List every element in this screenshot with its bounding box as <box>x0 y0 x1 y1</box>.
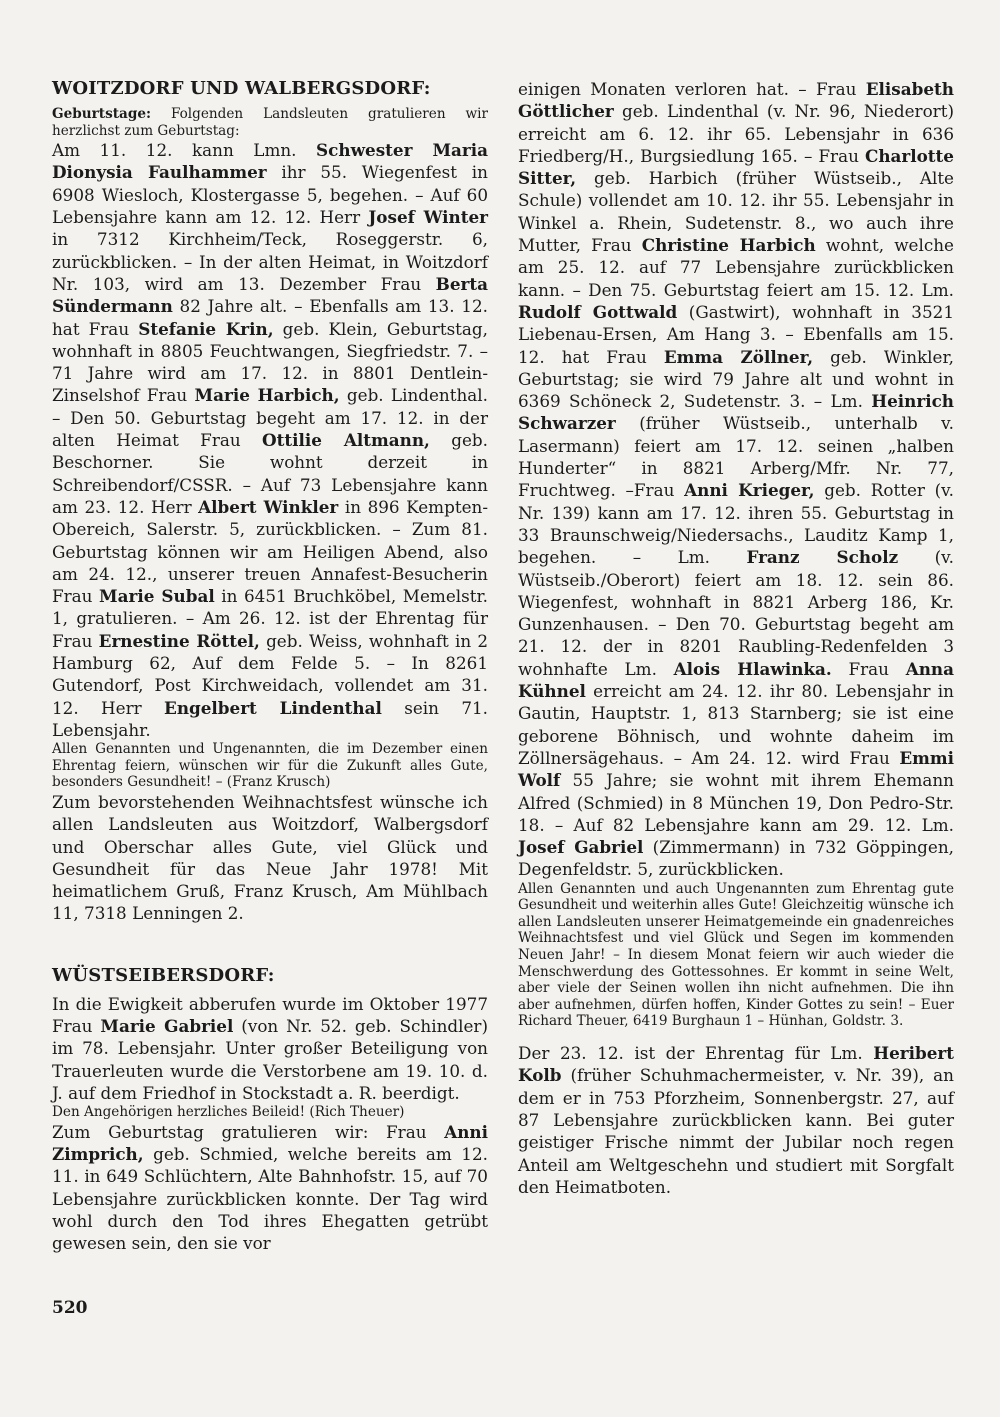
right-column <box>518 78 954 1198</box>
closing-wishes-theuer <box>518 881 954 1030</box>
bold-name: Ottilie Altmann, <box>262 430 430 451</box>
birthday-intro <box>52 106 488 139</box>
honor-day-kolb <box>518 1042 954 1198</box>
text-run: geb. Harbich (früher Wüstseib., Alte Schule) vollendet am 10. 12. ihr 55. Lebensjahr in Winkel a. Rhein, Sudetenstr. 8., wo auch ihre Mutter, Frau <box>518 168 954 256</box>
bold-name: Heinrich Schwarzer <box>518 391 954 434</box>
section-heading-wuestseibersdorf: WÜSTSEIBERSDORF: <box>52 964 275 986</box>
bold-name: Marie Harbich, <box>194 385 340 406</box>
text-run: (Zimmermann) in 732 Göppingen, Degenfeldstr. 5, zurückblicken. <box>518 837 954 880</box>
bold-name: Stefanie Krin, <box>138 318 274 339</box>
text-run: Den Angehörigen herzliches Beileid! (Rich Theuer) <box>52 1104 405 1121</box>
text-run: Folgenden Landsleuten gratulieren wir herzlichst zum Geburtstag: <box>52 106 488 139</box>
text-run: ihr 55. Wiegenfest in 6908 Wiesloch, Klostergasse 5, begehen. – Auf 60 Lebensjahre kann am 12. 12. Herr <box>52 162 488 228</box>
page-number: 520 <box>52 1298 88 1318</box>
bold-name: Charlotte Sitter, <box>518 145 954 189</box>
bold-name: Ernestine Röttel, <box>98 630 260 651</box>
text-run: in 7312 Kirchheim/Teck, Roseggerstr. 6, zurückblicken. – In der alten Heimat, in Woitzdorf Nr. 103, wird am 13. Dezember Frau <box>52 229 488 294</box>
left-column <box>52 78 488 1255</box>
bold-name: Anna Kühnel <box>518 658 954 702</box>
text-run: 55 Jahre; sie wohnt mit ihrem Ehemann Alfred (Schmied) in 8 München 19, Don Pedro-Str. 18. – Auf 82 Lebensjahre kann am 29. 12. Lm. <box>518 770 954 835</box>
bold-name: Josef Winter <box>368 207 488 228</box>
christmas-greeting-krusch <box>52 791 488 925</box>
bold-name: Alois Hlawinka. <box>673 658 832 679</box>
text-run: geb. Schmied, welche bereits am 12. 11. in 649 Schlüchtern, Alte Bahnhofstr. 15, auf 70 Lebensjahre zurückblicken konnte. Der Tag wird wohl durch den Tod ihres Ehegatten getrübt gewesen sein, den sie vor <box>52 1144 488 1254</box>
condolence-line <box>52 1104 488 1121</box>
text-run: geb. Weiss, wohnhaft in 2 Hamburg 62, Auf dem Felde 5. – In 8261 Gutendorf, Post Kirchweidach, vollendet am 31. 12. Herr <box>52 630 489 718</box>
bold-name: Engelbert Lindenthal <box>164 697 382 718</box>
text-run: (von Nr. 52. geb. Schindler) im 78. Lebensjahr. Unter großer Beteiligung von Trauerleuten wurde die Verstorbene am 19. 10. d. J. auf dem Friedhof in Stockstadt a. R. beerdigt. <box>52 1016 488 1103</box>
obituary-paragraph <box>52 993 488 1104</box>
text-run: Der 23. 12. ist der Ehrentag für Lm. <box>518 1043 874 1064</box>
bold-name: Emma Zöllner, <box>663 346 814 367</box>
text-run: in 896 Kempten-Obereich, Salerstr. 5, zurückblicken. – Zum 81. Geburtstag können wir am Heiligen Abend, also am 24. 12., unserer treuen Annafest-Besucherin Frau <box>52 496 488 607</box>
text-run: Allen Genannten und auch Ungenannten zum Ehrentag gute Gesundheit und weiterhin alles Gute! Gleichzeitig wünsche ich allen Landsleuten unserer Heimatgemeinde ein gnadenreiches Weihnachtsfest und viel Glück und Segen im kommenden Neuen Jahr! – In diesem Monat feiern wir auch wieder die Menschwerdung des Gottessohnes. Er kommt in seine Welt, aber viele der Seinen wollen ihn nicht aufnehmen. Die ihn aber aufnehmen, dürfen hoffen, Kinder Gottes zu sein! – Euer Richard Theuer, 6419 Burghaun 1 – Hünhan, Goldstr. 3. <box>518 880 954 1030</box>
text-run: geb. Rotter (v. Nr. 139) kann am 17. 12. ihren 55. Geburtstag in 33 Braunschweig/Niedersachs., Lauditz Kamp 1, begehen. – Lm. <box>518 480 954 568</box>
bold-name: Emmi Wolf <box>518 747 954 791</box>
text-run: (v. Wüstseib./Oberort) feiert am 18. 12. sein 86. Wiegenfest, wohnhaft in 8821 Arberg 186, Kr. Gunzenhausen. – Den 70. Geburtstag begeht am 21. 12. der in 8201 Raubling-Redenfelden 3 wohnhafte Lm. <box>518 547 954 679</box>
text-run: geb. Winkler, Geburtstag; sie wird 79 Jahre alt und wohnt in 6369 Schöneck 2, Sudetenstr. 3. – Lm. <box>518 346 954 412</box>
section-heading-woitzdorf: WOITZDORF UND WALBERGSDORF: <box>52 78 431 99</box>
text-run: (früher Wüstseib., unterhalb v. Lasermann) feiert am 17. 12. seinen „halben Hunderter“ in 8821 Arberg/Mfr. Nr. 77, Fruchtweg. –Frau <box>518 413 954 501</box>
bold-name: Albert Winkler <box>198 496 339 517</box>
closing-wishes-krusch <box>52 741 488 791</box>
bold-name: Berta Sündermann <box>52 273 488 317</box>
text-run: geb. Klein, Geburtstag, wohnhaft in 8805 Feuchtwangen, Siegfriedstr. 7. – 71 Jahre wird am 17. 12. in 8801 Dentlein-Zinselshof Frau <box>52 318 489 406</box>
bold-name: Franz Scholz <box>746 547 899 568</box>
birthday-list-woitzdorf <box>52 139 488 741</box>
text-run: in 6451 Bruchköbel, Memelstr. 1, gratulieren. – Am 26. 12. ist der Ehrentag für Frau <box>52 586 488 651</box>
text-run: 82 Jahre alt. – Ebenfalls am 13. 12. hat Frau <box>52 296 488 339</box>
text-run: sein 71. Lebensjahr. <box>52 697 489 740</box>
text-run: In die Ewigkeit abberufen wurde im Oktober 1977 Frau <box>52 993 488 1037</box>
text-run: erreicht am 24. 12. ihr 80. Lebensjahr in Gautin, Hauptstr. 1, 813 Starnberg; sie ist eine geborene Böhnisch, und wohnte daheim im Zöllnersägehaus. – Am 24. 12. wird Frau <box>518 681 954 768</box>
text-run: geb. Lindenthal (v. Nr. 96, Niederort) erreicht am 6. 12. ihr 65. Lebensjahr in 636 Friedberg/H., Burgsiedlung 165. – Frau <box>518 101 954 166</box>
text-run: Zum bevorstehenden Weihnachtsfest wünsche ich allen Landsleuten aus Woitzdorf, Walbergsdorf und Oberschar alles Gute, viel Glück und Gesundheit für das Neue Jahr 1978! Mit heimatlichem Gruß, Franz Krusch, Am Mühlbach 11, 7318 Lenningen 2. <box>52 791 488 924</box>
bold-name: Marie Subal <box>99 586 215 607</box>
bold-name: Geburtstage: <box>52 106 151 122</box>
text-run: (früher Schuhmachermeister, v. Nr. 39), an dem er in 753 Pforzheim, Sonnenbergstr. 27, auf 87 Lebensjahre zurückblicken kann. Bei guter geistiger Frische nimmt der Jubilar noch regen Anteil am Weltgeschehn und studiert mit Sorgfalt den Heimatboten. <box>518 1065 954 1197</box>
text-run: (Gastwirt), wohnhaft in 3521 Liebenau-Ersen, Am Hang 3. – Ebenfalls am 15. 12. hat Frau <box>518 301 954 367</box>
bold-name: Elisabeth Göttlicher <box>518 79 954 122</box>
bold-name: Anni Zimprich, <box>52 1121 488 1165</box>
text-run: wohnt, welche am 25. 12. auf 77 Lebensjahre zurückblicken kann. – Den 75. Geburtstag feiert am 15. 12. Lm. <box>518 235 954 300</box>
bold-name: Josef Gabriel <box>518 837 644 858</box>
bold-name: Heribert Kolb <box>518 1043 954 1086</box>
text-run: Am 11. 12. kann Lmn. <box>52 140 317 161</box>
text-run: einigen Monaten verloren hat. – Frau <box>518 79 866 99</box>
text-run: Frau <box>831 658 906 679</box>
bold-name: Anni Krieger, <box>684 480 815 501</box>
birthday-list-wuestseibersdorf <box>52 1121 488 1255</box>
text-run: geb. Beschorner. Sie wohnt derzeit in Schreibendorf/CSSR. – Auf 73 Lebensjahre kann am 23. 12. Herr <box>52 430 488 517</box>
text-run: Allen Genannten und Ungenannten, die im Dezember einen Ehrentag feiern, wünschen wir für die Zukunft alles Gute, besonders Gesundheit! – (Franz Krusch) <box>52 741 488 791</box>
bold-name: Christine Harbich <box>641 235 816 256</box>
text-run: geb. Lindenthal. – Den 50. Geburtstag begeht am 17. 12. in der alten Heimat Frau <box>52 385 488 451</box>
bold-name: Rudolf Gottwald <box>518 301 678 322</box>
birthday-list-continued <box>518 78 954 881</box>
text-run: Zum Geburtstag gratulieren wir: Frau <box>52 1121 445 1142</box>
bold-name: Schwester Maria Dionysia Faulhammer <box>52 140 488 183</box>
bold-name: Marie Gabriel <box>100 1016 234 1037</box>
